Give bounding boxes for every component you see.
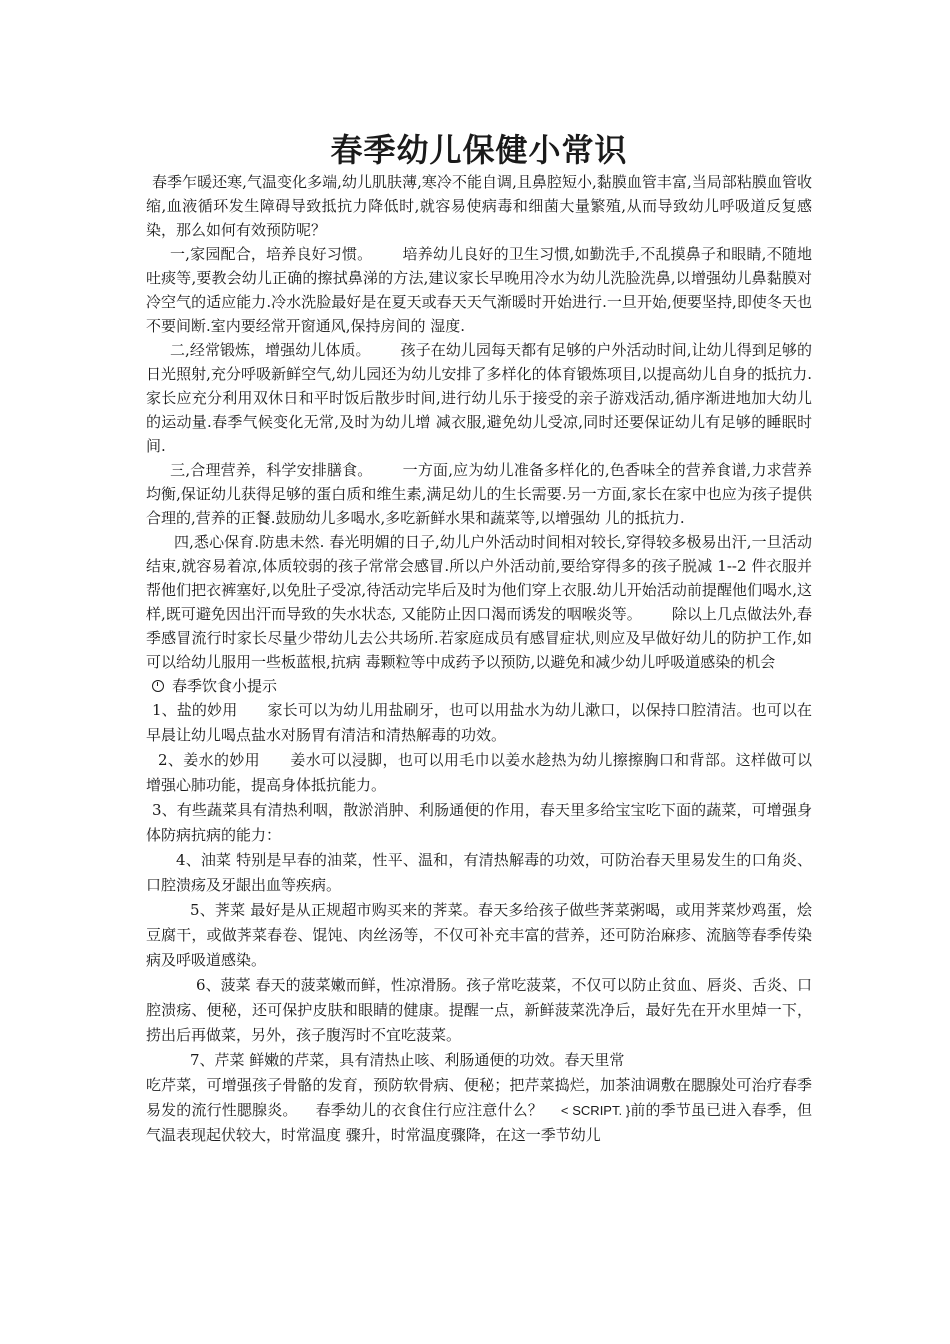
section-2-paragraph [146,338,812,458]
tip-1-title: 1、盐的妙用 [152,701,238,719]
section-1-paragraph [146,242,812,338]
tip-7-paragraph: 7、芹菜 鲜嫩的芹菜，具有清热止咳、利肠通便的功效。春天里常 [190,1051,625,1069]
section-1-body: 培养幼儿良好的卫生习惯,如勤洗手,不乱摸鼻子和眼睛,不随地吐痰等,要教会幼儿正确的擦拭鼻涕的方法,建议家长早晚用冷水为幼儿洗脸洗鼻,以增强幼儿鼻黏膜对冷空气的适应能力.冷水洗脸最好是在夏天或春天天气渐暖时开始进行.一旦开始,便要坚持,即使冬天也不要间断.室内要经常开窗通风,保持房间的 湿度. [146,245,812,335]
tips-heading: 春季饮食小提示 [172,677,278,695]
tip-1-body: 家长可以为幼儿用盐刷牙，也可以用盐水为幼儿漱口，以保持口腔清洁。也可以在早晨让幼儿喝点盐水对肠胃有清洁和清热解毒的功效。 [146,701,812,744]
section-3-paragraph [146,458,812,530]
tip-2-title: 2、姜水的妙用 [158,751,261,769]
tip-7-continued [146,1073,812,1148]
intro-paragraph: 春季乍暖还寒,气温变化多端,幼儿肌肤薄,寒冷不能自调,且鼻腔短小,黏膜血管丰富,当局部粘膜血管收缩,血液循环发生障碍导致抵抗力降低时,就容易使病毒和细菌大量繁殖,从而导致幼儿呼吸道反复感染，那么如何有效预防呢？ [146,173,812,239]
tips-heading-line [146,674,812,698]
section-4-text: 四,悉心保育.防患未然. 春光明媚的日子,幼儿户外活动时间相对较长,穿得较多极易出汗,一旦活动结束,就容易着凉,体质较弱的孩子常常会感冒.所以户外活动前,要给穿得多的孩子脱减 1--2 件衣服并帮他们把衣裤塞好,以免肚子受凉,待活动完毕后及时为他们穿上衣服.幼儿开始活动前提醒他们喝水,这样,既可避免因出汗而导致的失水状态, 又能防止因口渴而诱发的咽喉炎等。 [146,533,812,623]
tip-2-paragraph [146,748,812,798]
clock-icon [152,680,164,692]
section-4-paragraph [146,530,812,674]
clothing-heading: 春季幼儿的衣食住行应注意什么？ [315,1101,543,1119]
section-2-body: 孩子在幼儿园每天都有足够的户外活动时间,让幼儿得到足够的日光照射,充分呼吸新鲜空气,幼儿园还为幼儿安排了多样化的体育锻炼项目,以提高幼儿自身的抵抗力.家长应充分利用双休日和平时饭后散步时间,进行幼儿乐于接受的亲子游戏活动,循序渐进地加大幼儿的运动量.春季气候变化无常,及时为幼儿增 减衣服,避免幼儿受凉,同时还要保证幼儿有足够的睡眠时间. [146,341,812,455]
script-fragment: < SCRIPT. } [560,1103,631,1118]
section-4-tail: 除以上几点做法外,春季感冒流行时家长尽量少带幼儿去公共场所.若家庭成员有感冒症状,则应及早做好幼儿的防护工作,如可以给幼儿服用一些板蓝根,抗病 毒颗粒等中成药予以预防,以避免和减少幼儿呼吸道感染的机会 [146,605,812,671]
tip-6-paragraph: 6、菠菜 春天的菠菜嫩而鲜，性凉滑肠。孩子常吃菠菜，不仅可以防止贫血、唇炎、舌炎、口腔溃疡、便秘，还可保护皮肤和眼睛的健康。提醒一点，新鲜菠菜洗净后，最好先在开水里焯一下，捞出后再做菜，另外，孩子腹泻时不宜吃菠菜。 [146,976,812,1044]
tip-3-paragraph: 3、有些蔬菜具有清热利咽，散淤消肿、利肠通便的作用，春天里多给宝宝吃下面的蔬菜，可增强身体防病抗病的能力： [146,801,812,844]
section-2-heading: 二,经常锻炼，增强幼儿体质。 [170,341,371,359]
tip-4-paragraph: 4、油菜 特别是早春的油菜，性平、温和，有清热解毒的功效，可防治春天里易发生的口角炎、口腔溃疡及牙龈出血等疾病。 [146,851,812,894]
tip-5-paragraph: 5、荠菜 最好是从正规超市购买来的荠菜。春天多给孩子做些荠菜粥喝，或用荠菜炒鸡蛋，烩豆腐干，或做荠菜春卷、馄饨、肉丝汤等，不仅可补充丰富的营养，还可防治麻疹、流脑等春季传染病及呼吸道感染。 [146,901,812,969]
section-3-body: 一方面,应为幼儿准备多样化的,色香味全的营养食谱,力求营养均衡,保证幼儿获得足够的蛋白质和维生素,满足幼儿的生长需要.另一方面,家长在家中也应为孩子提供合理的,营养的正餐.鼓励幼儿多喝水,多吃新鲜水果和蔬菜等,以增强幼 儿的抵抗力. [146,461,812,527]
tip-1-paragraph [146,698,812,748]
clothing-body: 前的季节虽已进入春季，但气温表现起伏较大，时常温度 骤升，时常温度骤降，在这一季节幼儿 [146,1101,812,1144]
tip-7-continued-text: 吃芹菜，可增强孩子骨骼的发育，预防软骨病、便秘；把芹菜捣烂，加茶油调敷在腮腺处可治疗春季易发的流行性腮腺炎。 [146,1076,812,1119]
tip-2-body: 姜水可以浸脚，也可以用毛巾以姜水趁热为幼儿擦擦胸口和背部。这样做可以增强心肺功能，提高身体抵抗能力。 [146,751,812,794]
document-title: 春季幼儿保健小常识 [330,131,628,169]
section-1-heading: 一,家园配合，培养良好习惯。 [170,245,373,263]
document-page [146,130,812,1148]
section-3-heading: 三,合理营养，科学安排膳食。 [170,461,373,479]
